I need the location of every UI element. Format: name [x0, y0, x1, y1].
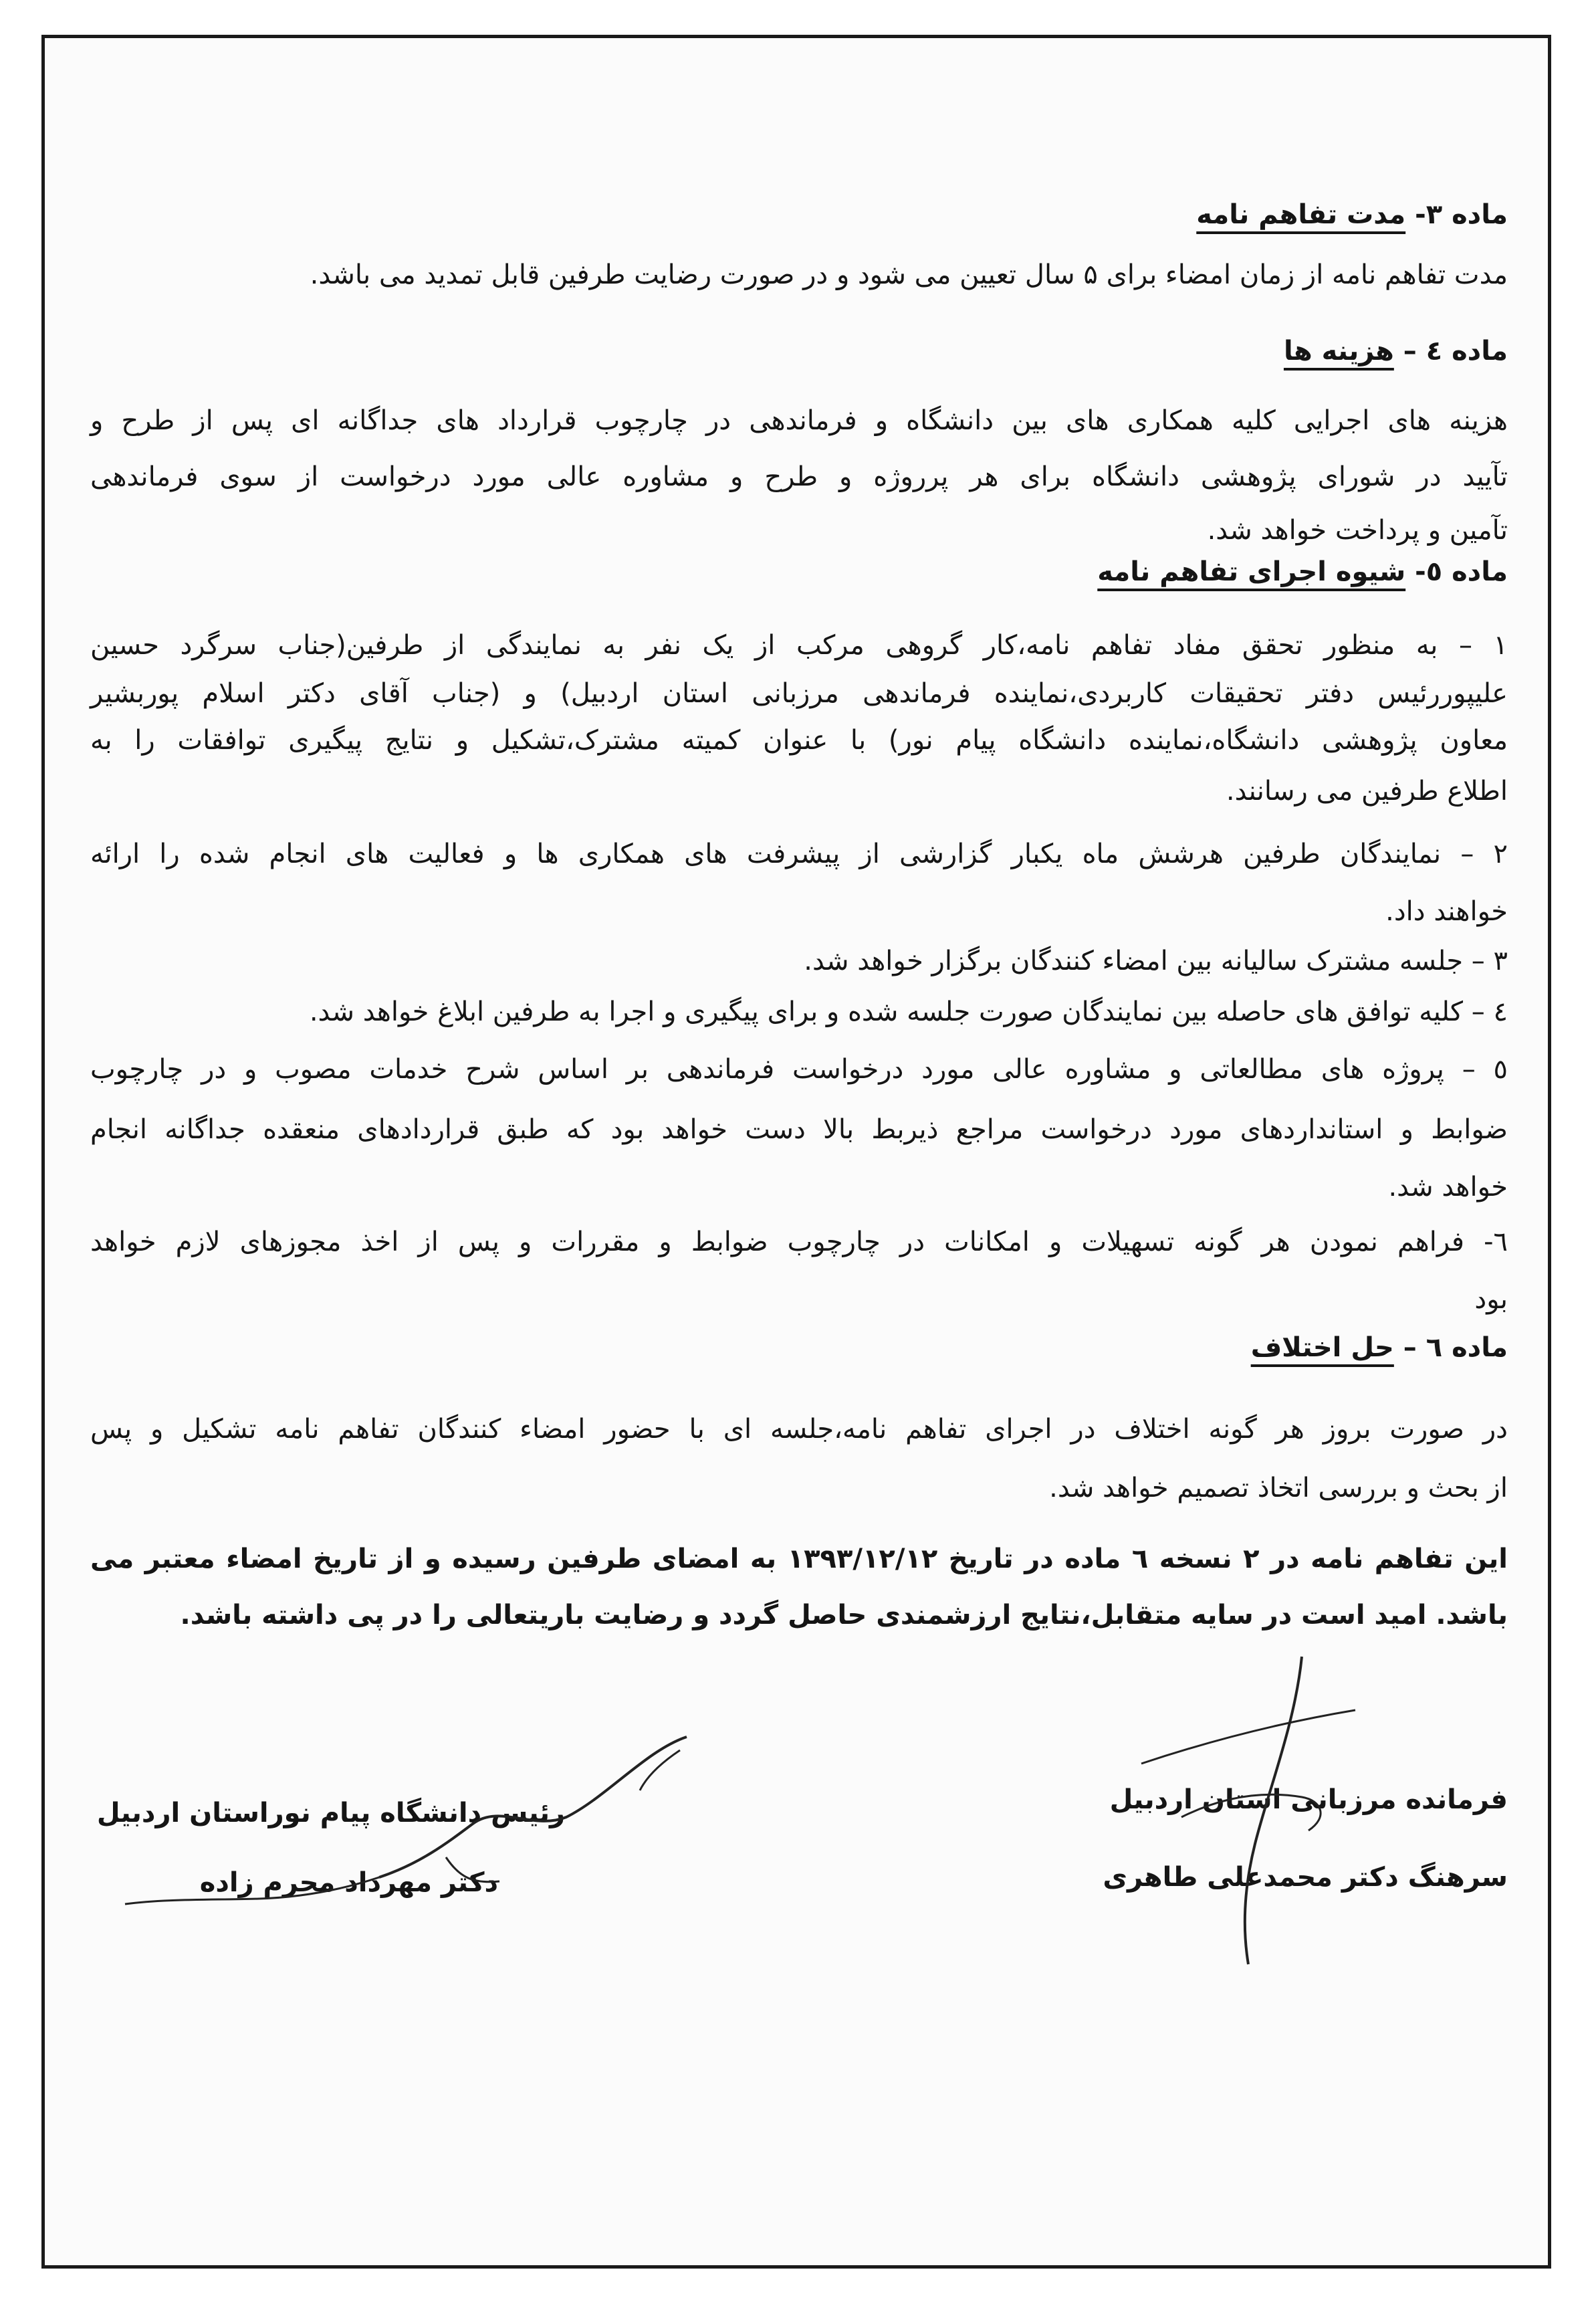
left-signatory-title: رئیس دانشگاه پیام نوراستان اردبیل — [96, 1798, 565, 1828]
article6-heading-title: حل اختلاف — [1250, 1332, 1394, 1363]
right-signatory-title: فرمانده مرزبانی استان اردبیل — [1109, 1784, 1508, 1815]
article6-heading-prefix: ماده ٦ – — [1393, 1332, 1508, 1363]
article5-line: ضوابط و استانداردهای مورد درخواست مراجع ذیربط بالا دست خواهد بود که طبق قراردادهای منعقده جداگانه انجام — [90, 1114, 1508, 1145]
article5-line: خواهند داد. — [1385, 896, 1508, 927]
article5-line: ۳ – جلسه مشترک سالیانه بین امضاء کنندگان برگزار خواهد شد. — [804, 946, 1508, 976]
left-signatory-name: دکتر مهرداد محرم زاده — [199, 1867, 498, 1898]
document-page — [41, 35, 1551, 2269]
article4-heading-prefix: ماده ٤ – — [1393, 336, 1508, 367]
article5-heading-title: شیوه اجرای تفاهم نامه — [1097, 556, 1406, 587]
article5-line: ٤ – کلیه توافق های حاصله بین نمایندگان صورت جلسه شده و برای پیگیری و اجرا به طرفین ابلاغ خواهد شد. — [309, 997, 1508, 1027]
article4-line: هزینه های اجرایی کلیه همکاری های بین دانشگاه و فرماندهی در چارچوب قرارداد های جداگانه ای پس از طرح و — [90, 405, 1508, 436]
article5-line: علیپوررئیس دفتر تحقیقات کاربردی،نماینده فرماندهی مرزبانی استان اردبیل) و (جناب آقای دکتر اسلام پوربشیر — [90, 678, 1508, 709]
article5-line: ۱ – به منظور تحقق مفاد تفاهم نامه،کار گروهی مرکب از یک نفر به نمایندگی از طرفین(جناب سرگرد حسین — [90, 630, 1508, 661]
article3-heading-prefix: ماده ۳- — [1405, 199, 1508, 230]
article3-heading-title: مدت تفاهم نامه — [1196, 199, 1406, 230]
article5-heading-prefix: ماده ٥- — [1405, 556, 1508, 587]
article4-heading-title: هزینه ها — [1283, 336, 1394, 367]
article5-line: خواهد شد. — [1388, 1172, 1508, 1202]
right-signatory-name: سرهنگ دکتر محمدعلی طاهری — [1103, 1862, 1508, 1893]
article5-line: معاون پژوهشی دانشگاه،نماینده دانشگاه پیام نور) با عنوان کمیته مشترک،تشکیل و نتایج پیگیری توافقات را به — [90, 725, 1508, 756]
article5-line: ٦- فراهم نمودن هر گونه تسهیلات و امکانات در چارچوب ضوابط و مقررات و پس از اخذ مجوزهای لازم خواهد — [90, 1227, 1508, 1257]
article5-heading — [1097, 558, 1508, 585]
article3-heading — [1196, 201, 1508, 228]
article5-line: بود — [1474, 1284, 1508, 1315]
article3-line: مدت تفاهم نامه از زمان امضاء برای ۵ سال تعیین می شود و در صورت رضایت طرفین قابل تمدید می باشد. — [310, 259, 1508, 290]
article6-heading — [1251, 1334, 1508, 1361]
article6-line: در صورت بروز هر گونه اختلاف در اجرای تفاهم نامه،جلسه ای با حضور امضاء کنندگان تفاهم نامه تشکیل و پس — [90, 1414, 1508, 1445]
article5-line: اطلاع طرفین می رسانند. — [1226, 776, 1508, 807]
article4-line: تآمین و پرداخت خواهد شد. — [1207, 515, 1508, 546]
closing-line: باشد. امید است در سایه متقابل،نتایج ارزشمندی حاصل گردد و رضایت باریتعالی را در پی داشته باشد. — [180, 1600, 1508, 1631]
closing-line: این تفاهم نامه در ۲ نسخه ٦ ماده در تاریخ ۱۳۹۳/۱۲/۱۲ به امضای طرفین رسیده و از تاریخ امضاء معتبر می — [90, 1544, 1508, 1574]
article5-line: ٥ – پروژه های مطالعاتی و مشاوره عالی مورد درخواست فرماندهی بر اساس شرح خدمات مصوب و در چارچوب — [90, 1054, 1508, 1085]
article6-line: از بحث و بررسی اتخاذ تصمیم خواهد شد. — [1049, 1473, 1508, 1503]
article5-line: ۲ – نمایندگان طرفین هرشش ماه یکبار گزارشی از پیشرفت های همکاری ها و فعالیت های انجام شده را ارائه — [90, 839, 1508, 869]
article4-heading — [1283, 336, 1508, 367]
article4-line: تآیید در شورای پژوهشی دانشگاه برای هر پرروژه و طرح و مشاوره عالی مورد درخواست از سوی فرماندهی — [90, 461, 1508, 492]
